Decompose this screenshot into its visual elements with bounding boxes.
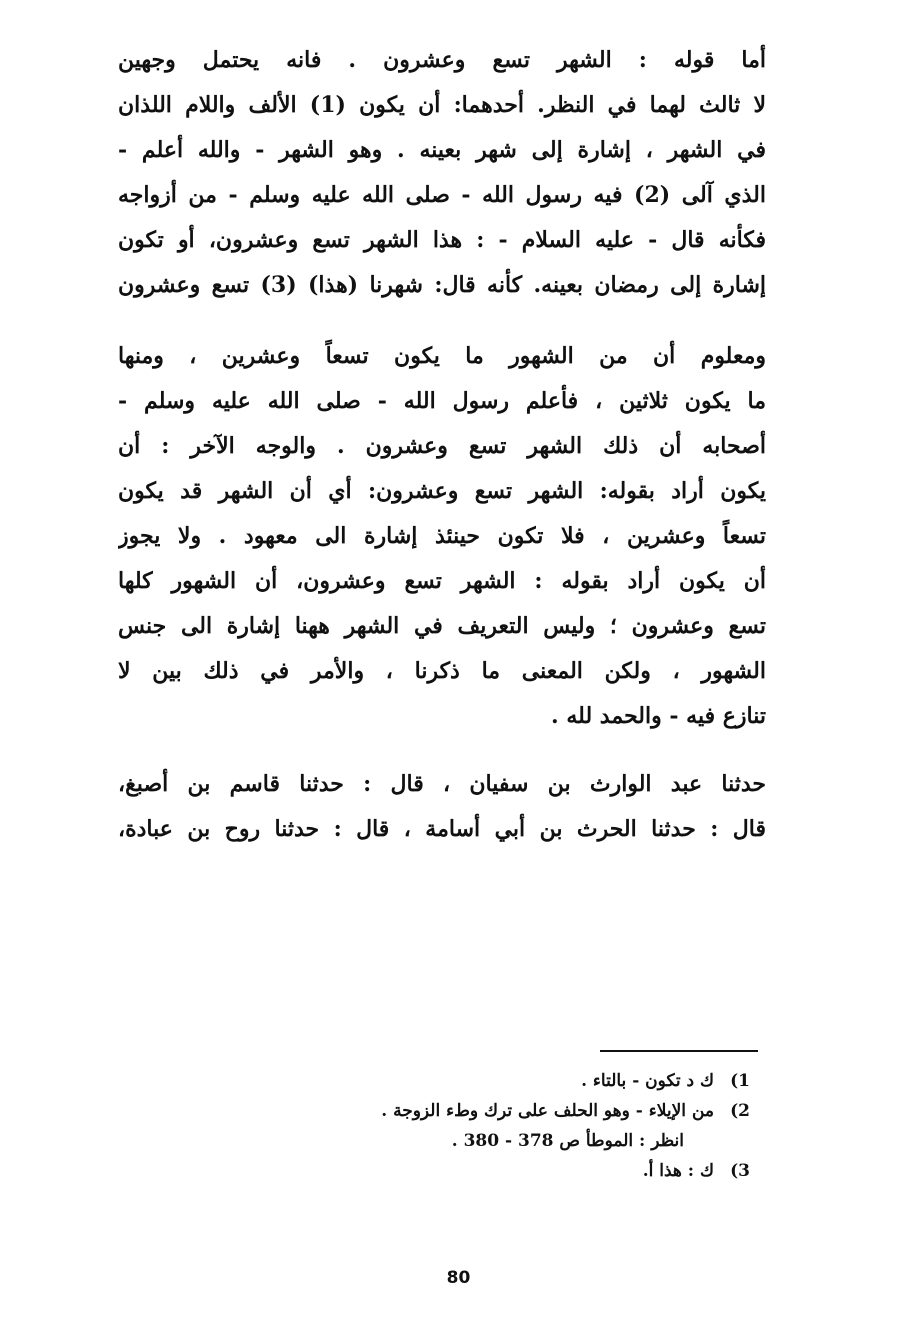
text-line: أن يكون أراد بقوله : الشهر تسع وعشرون، أن الشهور كلها [118, 568, 766, 594]
footnote-text: ك د تكون - بالتاء . [581, 1071, 714, 1091]
text-line: تسع وعشرون ؛ وليس التعريف في الشهر ههنا إشارة الى جنس [118, 613, 766, 639]
text-line: ما يكون ثلاثين ، فأعلم رسول الله - صلى الله عليه وسلم - [118, 388, 766, 414]
page-number: 80 [446, 1268, 471, 1288]
paragraph-2 [118, 334, 766, 739]
text-line: ومعلوم أن من الشهور ما يكون تسعاً وعشرين ، ومنها [118, 343, 766, 369]
footnote-text: انظر : الموطأ ص 378 - 380 . [451, 1131, 684, 1151]
text-line: يكون أراد بقوله: الشهر تسع وعشرون: أي أن الشهر قد يكون [118, 478, 766, 504]
text-line: لا ثالث لهما في النظر. أحدهما: أن يكون (1) الألف واللام اللذان [118, 92, 766, 118]
footnote-item [250, 1156, 750, 1186]
text-line: الشهور ، ولكن المعنى ما ذكرنا ، والأمر في ذلك بين لا [118, 658, 766, 684]
footnote-text: من الإيلاء - وهو الحلف على ترك وطء الزوجة . [381, 1101, 714, 1121]
footnote-item [250, 1066, 750, 1096]
text-line: حدثنا عبد الوارث بن سفيان ، قال : حدثنا قاسم بن أصبغ، [118, 771, 766, 797]
text-line: الذي آلى (2) فيه رسول الله - صلى الله عليه وسلم - من أزواجه [118, 182, 766, 208]
text-line: أما قوله : الشهر تسع وعشرون . فانه يحتمل وجهين [118, 47, 766, 73]
footnote-number: 2) [730, 1101, 750, 1121]
footnote-number: 1) [730, 1071, 750, 1091]
footnote-divider [600, 1050, 758, 1052]
text-line: في الشهر ، إشارة إلى شهر بعينه . وهو الشهر - والله أعلم - [118, 137, 766, 163]
footnotes-list [250, 1066, 750, 1186]
text-line: تسعاً وعشرين ، فلا تكون حينئذ إشارة الى معهود . ولا يجوز [118, 523, 766, 549]
footnote-item [250, 1126, 750, 1156]
footnote-item [250, 1096, 750, 1126]
text-line: إشارة إلى رمضان بعينه. كأنه قال: شهرنا (هذا) (3) تسع وعشرون [118, 272, 766, 298]
text-line: أصحابه أن ذلك الشهر تسع وعشرون . والوجه الآخر : أن [118, 433, 766, 459]
text-line: قال : حدثنا الحرث بن أبي أسامة ، قال : حدثنا روح بن عبادة، [118, 816, 766, 842]
paragraph-1 [118, 38, 766, 308]
footnote-number: 3) [730, 1161, 750, 1181]
text-line: تنازع فيه - والحمد لله . [551, 703, 766, 729]
footnote-text: ك : هذا أ. [642, 1161, 714, 1181]
paragraph-3 [118, 762, 766, 852]
text-line: فكأنه قال - عليه السلام - : هذا الشهر تسع وعشرون، أو تكون [118, 227, 766, 253]
